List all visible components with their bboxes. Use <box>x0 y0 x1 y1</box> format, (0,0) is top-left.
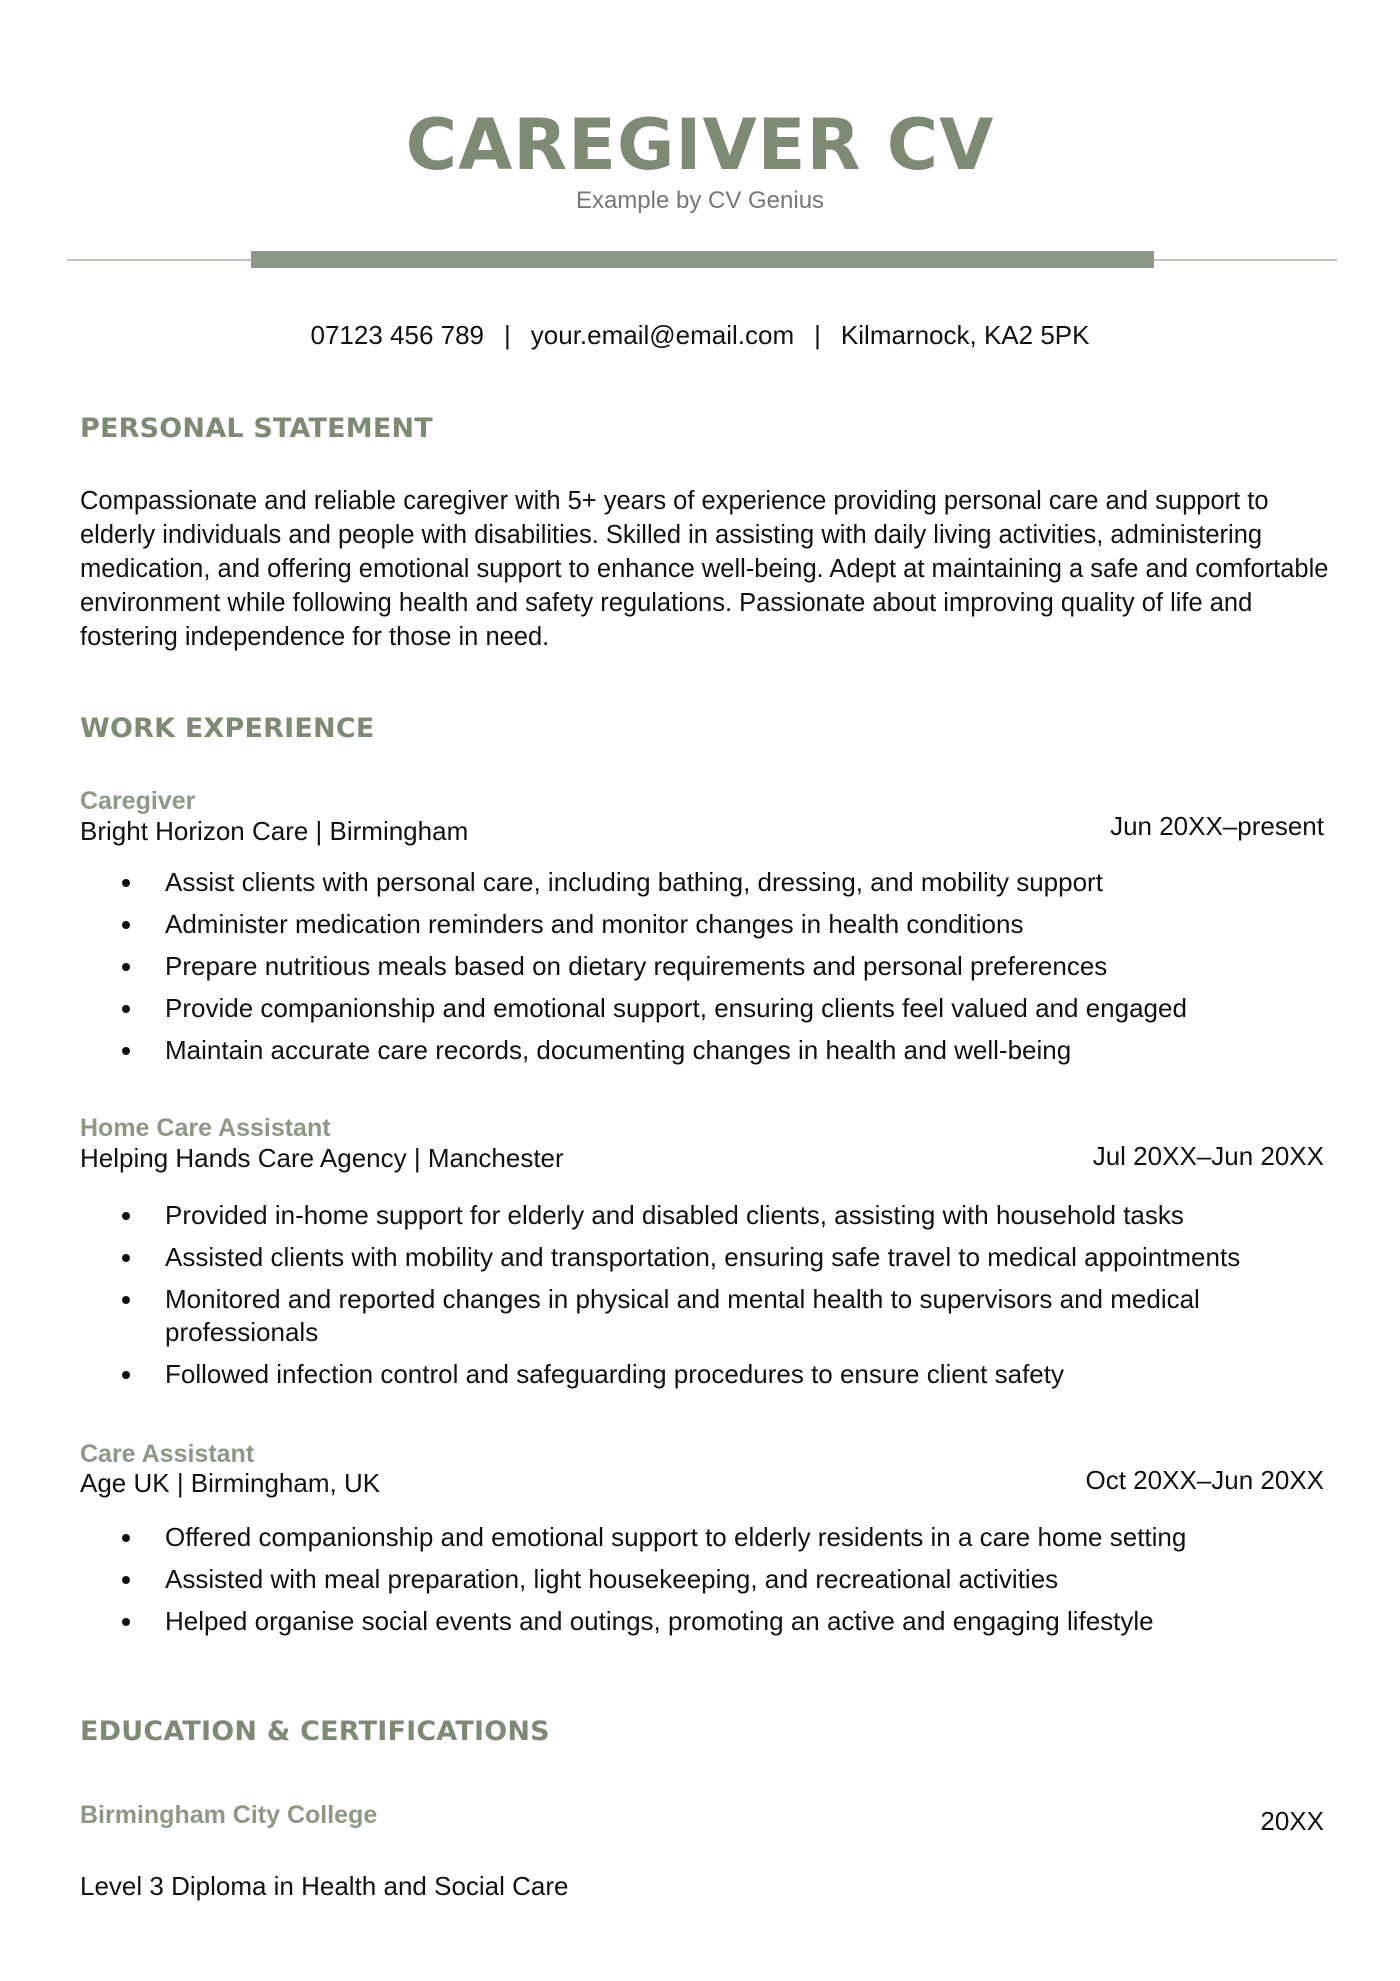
list-item <box>80 1563 1260 1596</box>
bullet-icon <box>122 1254 130 1262</box>
job-employer: Age UK | Birmingham, UK <box>80 1468 381 1498</box>
job-employer: Helping Hands Care Agency | Manchester <box>80 1143 564 1173</box>
list-item <box>80 1358 1260 1391</box>
job-dates: Jul 20XX–Jun 20XX <box>1092 1141 1324 1171</box>
bullet-icon <box>122 1618 130 1626</box>
section-heading-personal-statement: PERSONAL STATEMENT <box>80 413 433 444</box>
list-item <box>80 1241 1260 1274</box>
bullet-text: Assisted clients with mobility and transportation, ensuring safe travel to medical appointments <box>165 1242 1241 1272</box>
job-dates: Jun 20XX–present <box>1110 811 1324 841</box>
education-school: Birmingham City College <box>80 1801 378 1829</box>
contact-email: your.email@email.com <box>530 320 795 350</box>
list-item <box>80 866 1260 899</box>
contact-phone: 07123 456 789 <box>310 320 485 350</box>
header-accent-bar <box>251 251 1154 268</box>
page-subtitle: Example by CV Genius <box>575 187 825 214</box>
bullet-text: Prepare nutritious meals based on dietary requirements and personal preferences <box>165 951 1108 981</box>
job-bullet-list <box>80 866 1260 1076</box>
education-date: 20XX <box>1260 1806 1324 1836</box>
job-bullet-list <box>80 1199 1260 1400</box>
section-heading-work-experience: WORK EXPERIENCE <box>80 713 375 744</box>
page-title: CAREGIVER CV <box>405 104 995 186</box>
bullet-text: Helped organise social events and outings, promoting an active and engaging lifestyle <box>165 1606 1154 1636</box>
list-item <box>80 908 1260 941</box>
list-item <box>80 1605 1260 1638</box>
bullet-icon <box>122 921 130 929</box>
bullet-text: Maintain accurate care records, documenting changes in health and well-being <box>165 1035 1072 1065</box>
bullet-text: Followed infection control and safeguarding procedures to ensure client safety <box>165 1359 1064 1389</box>
bullet-text: Provide companionship and emotional support, ensuring clients feel valued and engaged <box>165 993 1187 1023</box>
bullet-icon <box>122 1534 130 1542</box>
bullet-icon <box>122 1371 130 1379</box>
list-item <box>80 992 1260 1025</box>
list-item <box>80 1199 1260 1232</box>
education-qualification: Level 3 Diploma in Health and Social Care <box>80 1871 569 1901</box>
contact-separator: | <box>814 320 821 350</box>
job-dates: Oct 20XX–Jun 20XX <box>1085 1465 1324 1495</box>
bullet-icon <box>122 963 130 971</box>
bullet-icon <box>122 1212 130 1220</box>
list-item <box>80 950 1260 983</box>
job-title: Care Assistant <box>80 1440 255 1468</box>
bullet-text: Assist clients with personal care, including bathing, dressing, and mobility support <box>165 867 1103 897</box>
bullet-icon <box>122 1005 130 1013</box>
contact-separator: | <box>504 320 511 350</box>
personal-statement-text: Compassionate and reliable caregiver with 5+ years of experience providing personal care and support to elderly individuals and people with disabilities. Skilled in assisting with daily living activities, administering medication, and offering emotional support to enhance well-being. Adept at maintaining a safe and comfortable environment while following health and safety regulations. Passionate about improving quality of life and fostering independence for those in need. <box>80 487 1329 651</box>
bullet-icon <box>122 1296 130 1304</box>
bullet-text: Assisted with meal preparation, light housekeeping, and recreational activities <box>165 1564 1059 1594</box>
bullet-text: Provided in-home support for elderly and disabled clients, assisting with household tasks <box>165 1200 1184 1230</box>
list-item <box>80 1283 1260 1349</box>
contact-location: Kilmarnock, KA2 5PK <box>840 320 1090 350</box>
section-heading-education: EDUCATION & CERTIFICATIONS <box>80 1716 550 1747</box>
job-title: Home Care Assistant <box>80 1114 331 1142</box>
bullet-text: Monitored and reported changes in physical and mental health to supervisors and medical professionals <box>165 1284 1200 1347</box>
bullet-icon <box>122 1047 130 1055</box>
contact-line <box>0 318 1400 352</box>
bullet-icon <box>122 1576 130 1584</box>
job-employer: Bright Horizon Care | Birmingham <box>80 816 469 846</box>
list-item <box>80 1034 1260 1067</box>
job-bullet-list <box>80 1521 1260 1647</box>
bullet-icon <box>122 879 130 887</box>
bullet-text: Offered companionship and emotional support to elderly residents in a care home setting <box>165 1522 1187 1552</box>
job-title: Caregiver <box>80 787 196 815</box>
list-item <box>80 1521 1260 1554</box>
bullet-text: Administer medication reminders and monitor changes in health conditions <box>165 909 1024 939</box>
